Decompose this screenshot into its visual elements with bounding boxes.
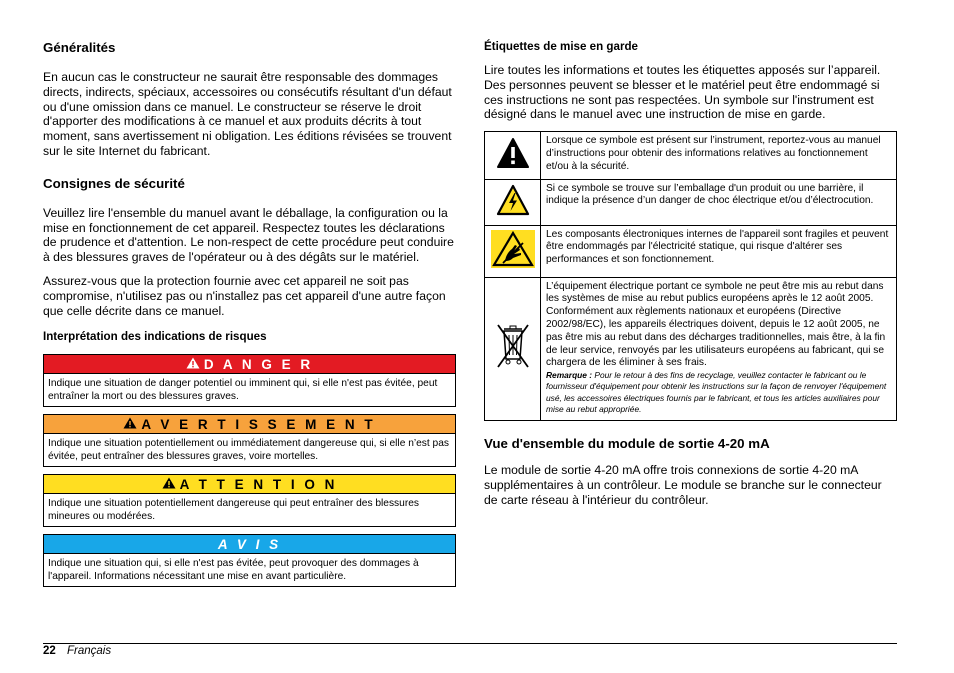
notice-header xyxy=(44,535,455,554)
warning-title: A V E R T I S S E M E N T xyxy=(141,416,376,432)
symbols-table xyxy=(484,131,897,421)
weee-bin-icon xyxy=(493,321,533,371)
warning-text: Indique une situation potentiellement ou immédiatement dangereuse qui, si elle n’est pas évitée, peut entraîner des blessures graves, voire mortelles. xyxy=(48,438,449,463)
symbol-text: Les composants électroniques internes de l'appareil sont fragiles et peuvent être endommagés par l'électricité statique, qui risque d'altérer ses performances et son fonctionnement. xyxy=(541,225,897,277)
left-column xyxy=(43,40,456,594)
note-label: Remarque : xyxy=(546,370,593,381)
general-text: En aucun cas le constructeur ne saurait être responsable des dommages directs, indirects, spéciaux, accessoires ou consécutifs résultant d'un défaut ou d'une omission dans ce manuel. Le constructeur se réserve le droit d'apporter des modifications à ce manuel et aux produits décrits à tout moment, sans avertissement ni obligation. Les éditions révisées se trouvent sur le site Internet du fabricant. xyxy=(43,70,452,158)
table-row xyxy=(485,132,897,179)
danger-box xyxy=(43,354,456,407)
danger-header xyxy=(44,355,455,374)
right-column xyxy=(484,40,897,516)
warning-triangle-icon xyxy=(496,137,530,169)
symbol-text: Si ce symbole se trouve sur l’emballage d'un produit ou une barrière, il indique la présence d’un danger de choc électrique et/ou d’électrocution. xyxy=(541,179,897,225)
warning-header xyxy=(44,415,455,434)
footer-language: Français xyxy=(67,645,112,657)
module-heading: Vue d'ensemble du module de sortie 4-20 mA xyxy=(484,435,770,451)
attention-text: Indique une situation potentiellement dangereuse qui peut entraîner des blessures mineures ou modérées. xyxy=(48,498,419,523)
table-row xyxy=(485,179,897,225)
page-number: 22 xyxy=(43,645,56,657)
page-footer xyxy=(43,644,111,658)
warning-triangle-icon xyxy=(186,357,200,372)
recycling-note xyxy=(546,370,892,415)
table-row xyxy=(485,277,897,420)
symbol-text: L’équipement électrique portant ce symbole ne peut être mis au rebut dans les systèmes de mise au rebut publics européens après le 12 août 2005. Conformément aux règlements nationaux et européens (Directive 2002/98/EC), les appareils électriques doivent, depuis le 12 août 2005, ne pas être mis au rebut dans des décharges traditionnelles, mais être, à la fin de leur service, renvoyés par les utilisateurs européens au fabricant, qui se chargera de les éliminer à ses frais. xyxy=(546,280,886,369)
symbol-text: Lorsque ce symbole est présent sur l’instrument, reportez-vous au manuel d’instructions pour obtenir des informations relatives au fonctionnement et/ou à la sécurité. xyxy=(541,132,897,179)
notice-title: A V I S xyxy=(217,536,282,552)
labels-text: Lire toutes les informations et toutes les étiquettes apposés sur l’appareil. Des personnes peuvent se blesser et le matériel peut être endommagé si ces instructions ne sont pas respectées. Un symbole sur l'instrument est désigné dans le manuel avec une instruction de mise en garde. xyxy=(484,63,881,122)
warning-box xyxy=(43,414,456,467)
danger-text: Indique une situation de danger potentiel ou imminent qui, si elle n'est pas évitée, peut entraîner la mort ou des blessures graves. xyxy=(48,378,438,403)
notice-text: Indique une situation qui, si elle n'est pas évitée, peut provoquer des dommages à l'appareil. Informations nécessitant une mise en avant particulière. xyxy=(48,558,419,583)
attention-header xyxy=(44,475,455,494)
danger-title: D A N G E R xyxy=(203,356,314,372)
esd-icon xyxy=(491,230,535,268)
safety-heading: Consignes de sécurité xyxy=(43,175,185,191)
general-heading: Généralités xyxy=(43,40,116,55)
note-text: Pour le retour à des fins de recyclage, veuillez contacter le fabricant ou le fournisseur d'équipement pour obtenir les instructions sur la façon de renvoyer l'équipement usé, les accessoires électriques fournis par le fabricant, et tous les articles auxiliaires pour mise au rebut appropriée. xyxy=(546,370,887,414)
labels-heading: Étiquettes de mise en garde xyxy=(484,40,638,53)
table-row xyxy=(485,225,897,277)
attention-box xyxy=(43,474,456,527)
hazards-heading: Interprétation des indications de risques xyxy=(43,330,267,344)
warning-triangle-icon xyxy=(162,477,176,492)
warning-triangle-icon xyxy=(123,417,137,432)
safety-paragraph-2: Assurez-vous que la protection fournie avec cet appareil ne soit pas compromise, n'utilisez pas ou n'installez pas cet appareil d'une autre façon que celle décrite dans ce manuel. xyxy=(43,273,446,318)
module-text: Le module de sortie 4-20 mA offre trois connexions de sortie 4-20 mA supplémentaires à un contrôleur. Le module se branche sur le connecteur de carte réseau à l'intérieur du contrôleur. xyxy=(484,462,882,507)
safety-paragraph-1: Veuillez lire l'ensemble du manuel avant le déballage, la configuration ou la mise en fonctionnement de cet appareil. Respectez toutes les déclarations de prudence et d'attention. Le non-respect de cette procédure peut conduire à des blessures graves de l'opérateur ou à des dégâts sur le matériel. xyxy=(43,205,454,265)
footer-divider xyxy=(43,643,897,644)
notice-box xyxy=(43,534,456,587)
electric-shock-icon xyxy=(496,184,530,216)
attention-title: A T T E N T I O N xyxy=(179,476,338,492)
